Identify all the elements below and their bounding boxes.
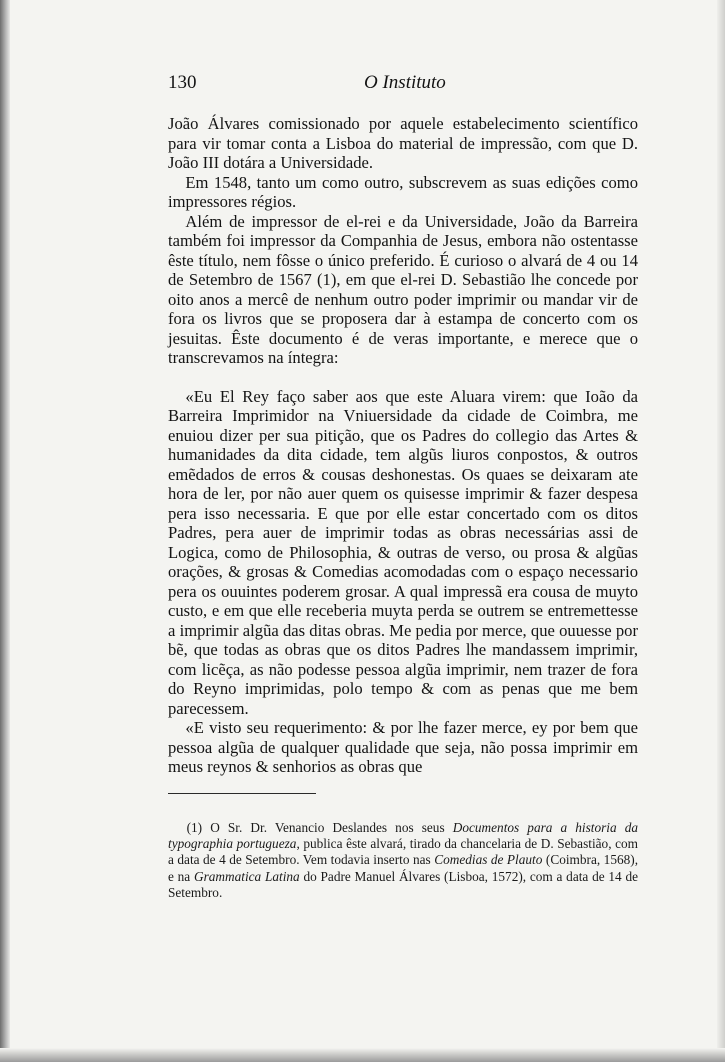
footnote-divider (168, 793, 316, 794)
page-number: 130 (168, 72, 197, 93)
paragraph-2: Em 1548, tanto um como outro, subscrevem as suas edições como impressores régios. (168, 172, 638, 211)
footnote-text-d: do Padre Manuel Álvares (Lisboa, 1572), com a data de 14 de Setembro. (168, 868, 639, 900)
quoted-decree-paragraph-1: «Eu El Rey faço saber aos que este Aluara virem: que Ioão da Barreira Imprimidor na Vniuersidade da cidade de Coimbra, me enuiou dizer per sua pitição, que os Padres do collegio das Artes & humanidades da dita cidade, tem algũs liuros conpostos, & outros emẽdados de erros & cousas deshonestas. Os quaes se deixaram ate hora de ler, por não auer quem os quisesse imprimir & fazer despesa pera isso necessaria. E que por elle estar concertado com os ditos Padres, pera auer de imprimir todas as obras necessárias assi de Logica, como de Philosophia, & outras de verso, ou prosa & algũas orações, & grosas & Comedias acomodadas com o espaço necessario pera os ouuintes poderem grosar. A qual impressã era cousa de muyto custo, e em que elle receberia muyta perda se outrem se entremettesse a imprimir algũa das ditas obras. Me pedia por merce, que ouuesse por bẽ, que todas as obras que os ditos Padres lhe mandassem imprimir, com licẽça, as não podesse pessoa algũa imprimir, nem trazer de fora do Reyno imprimidas, polo tempo & com as penas que me bem parecessem. (168, 386, 638, 718)
footnote-title-documentos: Documentos para a historia da typographia portugueza (168, 820, 638, 852)
main-text (168, 114, 638, 777)
footnote-text-c: (Coimbra, 1568), e na (168, 852, 639, 884)
running-title: O Instituto (364, 72, 446, 93)
footnote (168, 820, 638, 901)
footnote-marker: (1) (186, 820, 203, 835)
quoted-decree-paragraph-2: «E visto seu requerimento: & por lhe fazer merce, ey por bem que pessoa algũa de qualquer qualidade que seja, não possa imprimir em meus reynos & senhorios as obras que (168, 718, 638, 776)
page-edge-right (717, 0, 725, 1062)
footnote-text-b: , publica êste alvará, tirado da chancelaria de D. Sebastião, com a data de 4 de Setembro. Vem todavia inserto nas (168, 836, 639, 868)
footnote-title-grammatica: Grammatica Latina (193, 868, 300, 884)
footnote-title-comedias: Comedias de Plauto (434, 852, 543, 868)
paragraph-3: Além de impressor de el-rei e da Universidade, João da Barreira também foi impressor da Companhia de Jesus, embora não ostentasse êste título, nem fôsse o único preferido. É curioso o alvará de 4 ou 14 de Setembro de 1567 (1), em que el-rei D. Sebastião lhe concede por oito anos a mercê de nenhum outro poder imprimir ou mandar vir de fora os livros que se proposera dar à estampa de concerto com os jesuitas. Êste documento é de veras importante, e merece que o transcrevamos na íntegra: (168, 211, 638, 367)
paragraph-gap (168, 368, 638, 387)
page-header (168, 72, 638, 100)
footnote-text-a: O Sr. Dr. Venancio Deslandes nos seus (210, 820, 445, 835)
page-edge-bottom (0, 1048, 725, 1062)
page-edge-left (0, 0, 10, 1062)
paragraph-1: João Álvares comissionado por aquele estabelecimento scientífico para vir tomar conta a Lisboa do material de impressão, com que D. João III dotára a Universidade. (168, 114, 638, 172)
